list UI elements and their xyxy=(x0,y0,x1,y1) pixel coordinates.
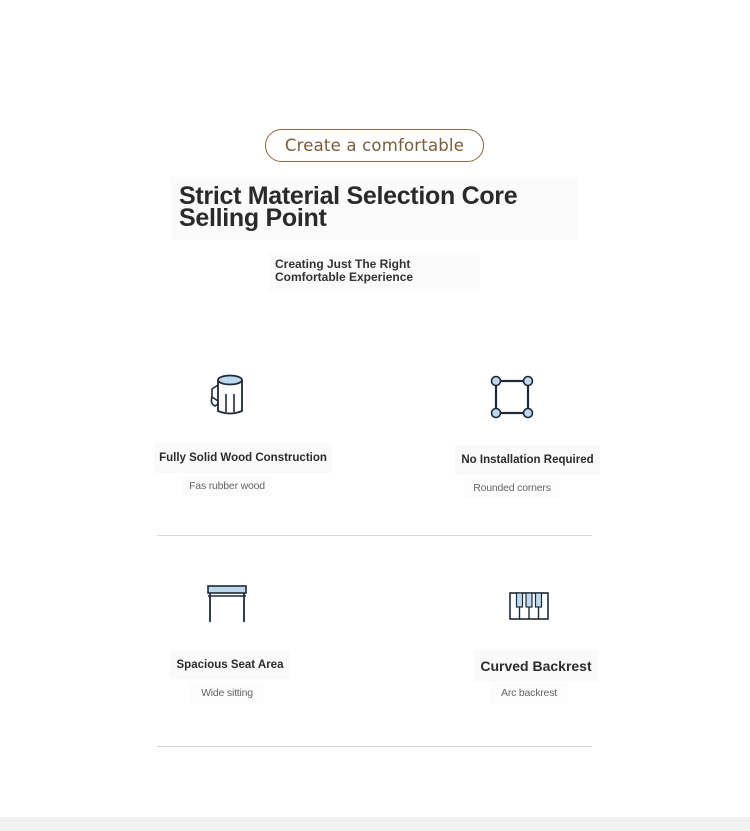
backrest-slats-icon xyxy=(508,591,550,621)
wood-log-icon xyxy=(206,372,248,418)
footer-band xyxy=(0,817,750,831)
feature-subtitle: Rounded corners xyxy=(464,478,560,498)
page-subtitle: Creating Just The Right Comfortable Experience xyxy=(269,253,480,291)
rounded-corners-icon xyxy=(490,375,536,421)
feature-subtitle: Arc backrest xyxy=(490,683,568,703)
feature-subtitle: Wide sitting xyxy=(190,683,264,703)
feature-title: No Installation Required xyxy=(455,445,600,475)
seat-table-icon xyxy=(205,584,249,624)
feature-title: Curved Backrest xyxy=(474,650,598,682)
page-title: Strict Material Selection Core Selling Point xyxy=(171,177,579,240)
feature-subtitle: Fas rubber wood xyxy=(182,476,272,496)
section-divider xyxy=(157,535,592,536)
tagline-pill: Create a comfortable xyxy=(265,129,484,162)
section-divider xyxy=(157,746,592,747)
feature-title: Spacious Seat Area xyxy=(170,651,290,679)
feature-title: Fully Solid Wood Construction xyxy=(154,443,332,473)
